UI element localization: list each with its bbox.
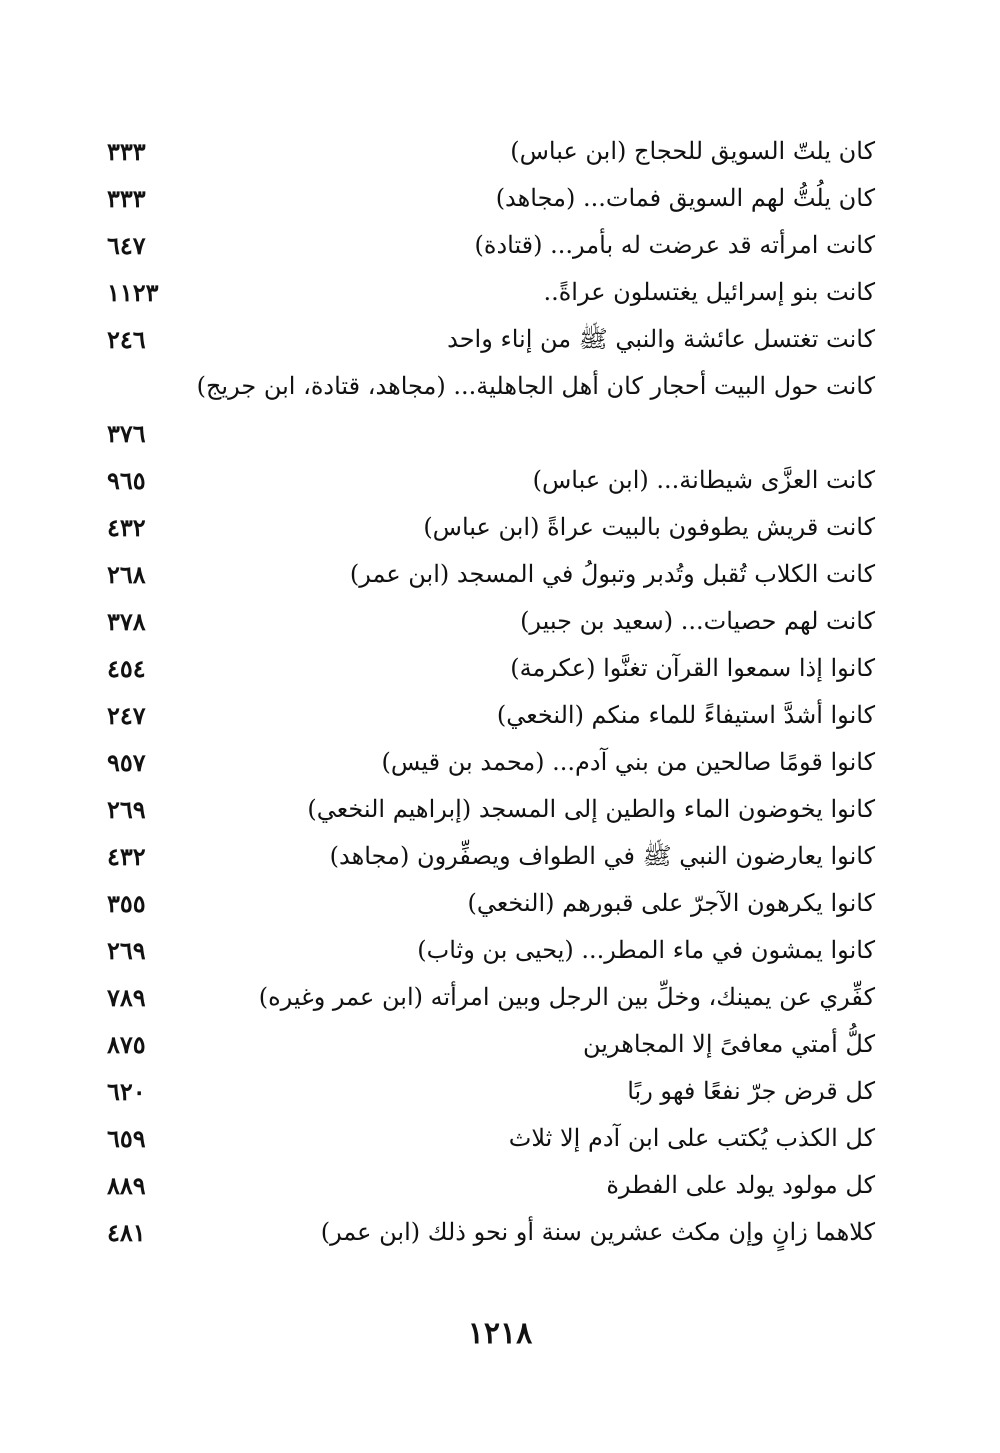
entry-text: كانت تغتسل عائشة والنبي ﷺ من إناء واحد	[447, 325, 875, 353]
index-entry	[95, 316, 875, 363]
entry-page-number: ٤٥٤	[107, 654, 146, 683]
entry-page-number: ٩٦٥	[107, 466, 146, 495]
index-list	[95, 128, 875, 1256]
index-entry	[95, 1115, 875, 1162]
entry-text: كان يلُتُّ لهم السويق فمات... (مجاهد)	[495, 184, 875, 212]
index-entry	[95, 880, 875, 927]
entry-page-number: ٨٨٩	[107, 1171, 146, 1200]
index-entry	[95, 269, 875, 316]
index-entry	[95, 739, 875, 786]
entry-text: كانت بنو إسرائيل يغتسلون عراةً..	[543, 278, 875, 306]
entry-text: كانت الكلاب تُقبل وتُدبر وتبولُ في المسجد (ابن عمر)	[349, 560, 875, 588]
entry-text: كلاهما زانٍ وإن مكث عشرين سنة أو نحو ذلك (ابن عمر)	[320, 1218, 875, 1246]
entry-page-number: ٢٦٩	[107, 795, 146, 824]
index-entry	[95, 927, 875, 974]
entry-page-number: ٣٧٨	[107, 607, 146, 636]
entry-text: كانت قريش يطوفون بالبيت عراةً (ابن عباس)	[423, 513, 875, 541]
entry-text: كانت امرأته قد عرضت له بأمر... (قتادة)	[474, 231, 875, 259]
index-entry	[95, 128, 875, 175]
entry-page-number: ١١٢٣	[107, 278, 159, 307]
entry-text: كانوا قومًا صالحين من بني آدم... (محمد بن قيس)	[381, 748, 875, 776]
index-entry	[95, 645, 875, 692]
entry-page-number: ٢٤٧	[107, 701, 146, 730]
entry-text: كانوا يعارضون النبي ﷺ في الطواف ويصفِّرون (مجاهد)	[329, 842, 875, 870]
index-entry	[95, 363, 875, 457]
entry-text: كل مولود يولد على الفطرة	[606, 1171, 875, 1199]
index-entry	[95, 222, 875, 269]
index-entry	[95, 1068, 875, 1115]
index-entry	[95, 175, 875, 222]
entry-page-number: ٣٣٣	[107, 137, 146, 166]
entry-page-number: ٤٣٢	[107, 513, 146, 542]
entry-page-number: ٢٦٨	[107, 560, 146, 589]
index-entry	[95, 551, 875, 598]
entry-text: كل قرض جرّ نفعًا فهو ربًا	[627, 1077, 875, 1105]
entry-text: كانوا يخوضون الماء والطين إلى المسجد (إبراهيم النخعي)	[307, 795, 875, 823]
entry-page-number: ٦٢٠	[107, 1077, 146, 1106]
entry-page-number: ٦٤٧	[107, 231, 146, 260]
entry-page-number: ٦٥٩	[107, 1124, 146, 1153]
entry-text: كان يلتّ السويق للحجاج (ابن عباس)	[510, 137, 875, 165]
entry-page-number: ٩٥٧	[107, 748, 146, 777]
index-entry	[95, 786, 875, 833]
entry-text: كل الكذب يُكتب على ابن آدم إلا ثلاث	[508, 1124, 875, 1152]
entry-page-number: ٢٤٦	[107, 325, 146, 354]
index-entry	[95, 1209, 875, 1256]
entry-page-number: ٤٣٢	[107, 842, 146, 871]
entry-page-number: ٤٨١	[107, 1218, 146, 1247]
entry-page-number: ٧٨٩	[107, 983, 146, 1012]
entry-text: كانت العزَّى شيطانة... (ابن عباس)	[532, 466, 875, 494]
entry-text: كانوا يمشون في ماء المطر... (يحيى بن وثاب)	[417, 936, 875, 964]
entry-text: كلُّ أمتي معافىً إلا المجاهرين	[583, 1030, 875, 1058]
entry-page-number: ٨٧٥	[107, 1030, 146, 1059]
index-entry	[95, 833, 875, 880]
index-entry	[95, 1162, 875, 1209]
index-entry	[95, 974, 875, 1021]
page-number: ١٢١٨	[467, 1316, 533, 1351]
index-entry	[95, 598, 875, 645]
entry-page-number: ٢٦٩	[107, 936, 146, 965]
index-entry	[95, 692, 875, 739]
index-entry	[95, 1021, 875, 1068]
index-entry	[95, 504, 875, 551]
index-entry	[95, 457, 875, 504]
entry-text: كفِّري عن يمينك، وخلِّ بين الرجل وبين امرأته (ابن عمر وغيره)	[258, 983, 875, 1011]
entry-text: كانوا إذا سمعوا القرآن تغنَّوا (عكرمة)	[510, 654, 875, 682]
entry-page-number: ٣٧٦	[107, 419, 146, 448]
entry-text: كانوا يكرهون الآجرّ على قبورهم (النخعي)	[467, 889, 875, 917]
entry-page-number: ٣٣٣	[107, 184, 146, 213]
entry-text: كانت حول البيت أحجار كان أهل الجاهلية... (مجاهد، قتادة، ابن جريج)	[196, 372, 875, 400]
entry-page-number: ٣٥٥	[107, 889, 146, 918]
entry-text: كانت لهم حصيات... (سعيد بن جبير)	[520, 607, 875, 635]
entry-text: كانوا أشدَّ استيفاءً للماء منكم (النخعي)	[496, 701, 875, 729]
